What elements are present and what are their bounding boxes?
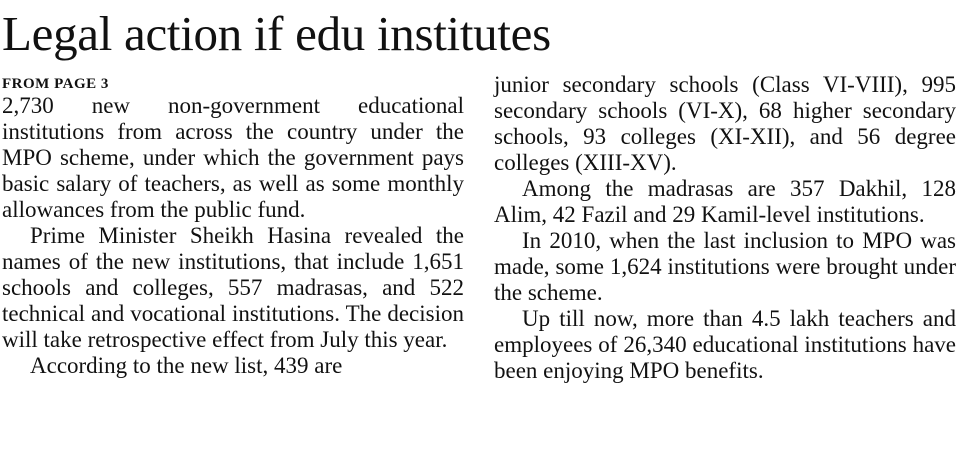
paragraph: Prime Minister Sheikh Hasina revealed the names of the new institutions, that include 1,651 schools and colleges, 557 madrasas, and 522 technical and vocational institutions. The decision will take retrospective effect from July this year. [2, 223, 464, 352]
paragraph: 2,730 new non-government educational institutions from across the country under the MPO scheme, under which the government pays basic salary of teachers, as well as some monthly allowances from the public fund. [2, 93, 464, 222]
article-column-right [494, 72, 956, 384]
article-column-left [2, 74, 464, 379]
paragraph: Among the madrasas are 357 Dakhil, 128 Alim, 42 Fazil and 29 Kamil-level institutions. [494, 176, 956, 227]
jump-line: FROM PAGE 3 [2, 76, 109, 92]
headline: Legal action if edu institutes [2, 6, 551, 61]
paragraph: Up till now, more than 4.5 lakh teachers and employees of 26,340 educational institutions have been enjoying MPO benefits. [494, 306, 956, 383]
paragraph: According to the new list, 439 are [30, 353, 343, 378]
paragraph: junior secondary schools (Class VI-VIII), 995 secondary schools (VI-X), 68 higher secondary schools, 93 colleges (XI-XII), and 56 degree colleges (XIII-XV). [494, 72, 956, 175]
paragraph: In 2010, when the last inclusion to MPO was made, some 1,624 institutions were brought under the scheme. [494, 228, 956, 305]
